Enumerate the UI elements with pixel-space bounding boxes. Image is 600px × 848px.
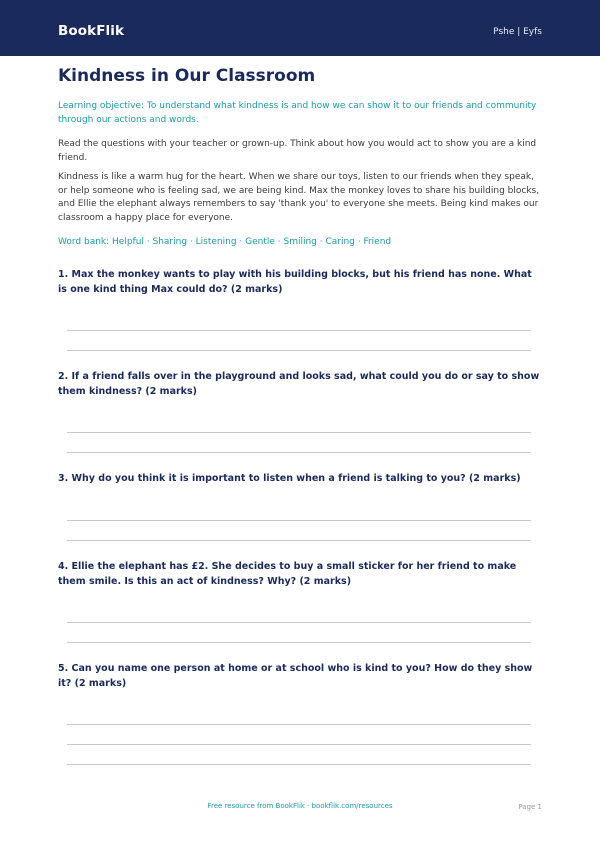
answer-line[interactable] [67,622,531,623]
page-header [0,0,600,56]
page-number: Page 1 [518,803,542,811]
answer-line[interactable] [67,540,531,541]
learning-objective: Learning objective: To understand what kindness is and how we can show it to our friends and community through our actions and words. [58,101,537,125]
question-2: 2. If a friend falls over in the playground and looks sad, what could you do or say to show them kindness? (2 marks) [58,371,540,397]
answer-line[interactable] [67,642,531,643]
answer-line[interactable] [67,744,531,745]
answer-line[interactable] [67,724,531,725]
answer-line[interactable] [67,452,531,453]
answer-line[interactable] [67,764,531,765]
question-4: 4. Ellie the elephant has £2. She decides to buy a small sticker for her friend to make them smile. Is this an act of kindness? Why? (2 marks) [58,561,517,587]
answer-line[interactable] [67,432,531,433]
answer-line[interactable] [67,330,531,331]
question-3: 3. Why do you think it is important to listen when a friend is talking to you? (2 marks) [58,473,521,484]
brand-logo: BookFlik [58,23,125,39]
subject-tag: Pshe | Eyfs [493,27,542,37]
answer-line[interactable] [67,520,531,521]
word-bank: Word bank: Helpful · Sharing · Listening · Gentle · Smiling · Caring · Friend [58,237,392,247]
question-1: 1. Max the monkey wants to play with his building blocks, but his friend has none. What is one kind thing Max could do? (2 marks) [58,269,532,295]
instructions: Read the questions with your teacher or grown-up. Think about how you would act to show you are a kind friend. [58,139,537,163]
question-5: 5. Can you name one person at home or at school who is kind to you? How do they show it? (2 marks) [58,663,533,689]
story-passage: Kindness is like a warm hug for the heart. When we share our toys, listen to our friends when they speak, or help someone who is feeling sad, we are being kind. Max the monkey loves to share his building blocks, and Ellie the elephant always remembers to say 'thank you' to everyone she meets. Being kind makes our classroom a happy place for everyone. [58,172,540,223]
answer-line[interactable] [67,350,531,351]
footer-credit: Free resource from BookFlik · bookflik.com/resources [207,802,393,810]
page-title: Kindness in Our Classroom [58,66,316,86]
